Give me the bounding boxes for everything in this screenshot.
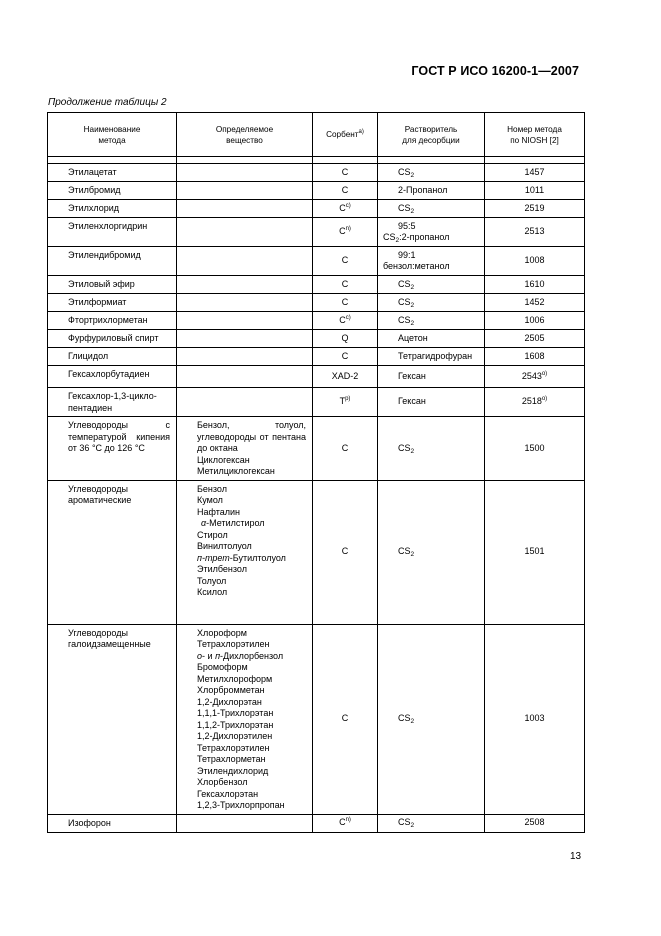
substance-cell [177,247,313,276]
sorbent-cell: XAD-2 [313,366,378,388]
substance-cell [177,218,313,247]
substance-item: Толуол [197,575,227,586]
niosh-number: 2513 [485,218,585,247]
table-caption: Продолжение таблицы 2 [48,97,167,108]
solvent-cell: 95:5 $CS_2:2$-пропанол [378,218,485,247]
substance-item: о- и п-Дихлорбензол [197,650,284,661]
solvent-cell: $CS_2$ [378,814,485,832]
table-row [48,417,585,481]
substance-item: Хлорбензол [197,777,248,787]
header-sorbent: Сорбент$^{а)}$ [313,113,378,157]
substance-item: Хлорбромметан [197,685,265,695]
solvent-cell: Тетрагидрофуран [378,348,485,366]
solvent-cell: $CS_2$ [378,276,485,294]
table-row [48,366,585,388]
table-header-row [48,113,585,157]
substance-item: Ксилол [197,587,228,597]
sorbent-methods-table [47,112,585,833]
solvent-cell: Ацетон [378,330,485,348]
substance-list [177,624,313,814]
table-row [48,480,585,624]
sorbent-cell: C [313,624,378,814]
substance-item: Гексахлорэтан [197,788,259,799]
solvent-cell: $CS_2$ [378,200,485,218]
solvent-cell: $CS_2$ [378,164,485,182]
substance-cell [177,276,313,294]
niosh-number: 1500 [485,417,585,481]
header-gap-row [48,157,585,164]
table-row [48,388,585,417]
substance-item: 1,1,1-Трихлорэтан [197,708,274,718]
method-name: Гексахлорбутадиен [48,366,177,388]
header-solvent: Растворитель для десорбции [378,113,485,157]
table-row [48,247,585,276]
substance-item: 1,2-Дихлорэтан [197,696,262,707]
method-name: Этиленхлоргидрин [48,218,177,247]
sorbent-cell: C [313,182,378,200]
substance-item: 1,2-Дихлорэтилен [197,731,273,741]
sorbent-cell: $C^{n)}$ [313,814,378,832]
substance-item: 1,1,2-Трихлорэтан [197,719,274,730]
method-name: Гексахлор-1,3-цикло-пентадиен [48,388,177,417]
solvent-cell: $CS_2$ [378,294,485,312]
table-row [48,182,585,200]
niosh-number: 2505 [485,330,585,348]
table-row [48,330,585,348]
sorbent-cell: $C^{c)}$ [313,312,378,330]
table-row [48,348,585,366]
method-name: Углеводороды с температурой кипения от 36 °C до 126 °C [48,417,177,481]
substance-item: Циклогексан [197,454,250,465]
substance-item: Тетрахлорэтилен [197,742,270,753]
substance-cell [177,330,313,348]
sorbent-cell: C [313,247,378,276]
solvent-cell: 2-Пропанол [378,182,485,200]
substance-item: Нафталин [197,506,240,517]
sorbent-cell: $T^{p)}$ [313,388,378,417]
table-row [48,276,585,294]
substance-cell [177,200,313,218]
substance-item: Винилтолуол [197,541,252,551]
niosh-number: 1006 [485,312,585,330]
solvent-cell: $CS_2$ [378,624,485,814]
substance-item: Метилциклогексан [197,466,275,476]
method-name: Этилформиат [48,294,177,312]
sorbent-cell: C [313,294,378,312]
substance-item: Бромоформ [197,662,248,672]
table-row [48,814,585,832]
substance-cell [177,294,313,312]
substance-item: Стирол [197,529,228,540]
substance-cell [177,312,313,330]
substance-item: Кумол [197,495,223,505]
sorbent-cell: C [313,480,378,624]
substance-item: Бензол [197,483,227,494]
sorbent-cell: $C^{n)}$ [313,218,378,247]
method-name: Глицидол [48,348,177,366]
substance-item: Тетрахлорэтилен [197,639,270,649]
substance-item: Метилхлороформ [197,673,273,684]
sorbent-cell: C [313,348,378,366]
substance-cell [177,814,313,832]
substance-cell [177,182,313,200]
niosh-number: 1608 [485,348,585,366]
niosh-number: 1452 [485,294,585,312]
niosh-number: 1008 [485,247,585,276]
table-row [48,294,585,312]
solvent-cell: $CS_2$ [378,312,485,330]
method-name: Этиловый эфир [48,276,177,294]
method-name: Углеводороды галоидзамещенные [48,624,177,814]
substance-cell [177,164,313,182]
table-row [48,624,585,814]
substance-item: Этилбензол [197,564,247,574]
substance-item: Бензол, толуол, углеводороды от пентана до октана [197,420,306,453]
method-name: Фурфуриловый спирт [48,330,177,348]
substance-item: Тетрахлорметан [197,754,266,764]
substance-cell [177,348,313,366]
niosh-number: 2519 [485,200,585,218]
niosh-number: 1610 [485,276,585,294]
solvent-cell: Гексан [378,366,485,388]
substance-cell [177,388,313,417]
substance-list [177,417,313,481]
method-name: Этилацетат [48,164,177,182]
substance-item: α-Метилстирол [201,518,265,528]
table-row [48,200,585,218]
substance-item: п-трет-Бутилтолуол [197,552,286,563]
solvent-cell: Гексан [378,388,485,417]
niosh-number: 2543$^{o)}$ [485,366,585,388]
method-name: Этилбромид [48,182,177,200]
method-name: Изофорон [48,814,177,832]
niosh-number: 2508 [485,814,585,832]
substance-item: Хлороформ [197,627,247,638]
solvent-cell: $CS_2$ [378,417,485,481]
niosh-number: 1011 [485,182,585,200]
sorbent-cell: C [313,276,378,294]
table-row [48,218,585,247]
header-method-name: Наименование метода [48,113,177,157]
method-name: Фтортрихлорметан [48,312,177,330]
solvent-cell: $CS_2$ [378,480,485,624]
substance-cell [177,366,313,388]
substance-list [177,480,313,624]
header-substance: Определяемое вещество [177,113,313,157]
page-number: 13 [570,851,582,862]
substance-item: 1,2,3-Трихлорпропан [197,800,285,810]
table-row [48,164,585,182]
niosh-number: 1457 [485,164,585,182]
header-niosh-number: Номер метода по NIOSH [2] [485,113,585,157]
sorbent-cell: C [313,417,378,481]
sorbent-cell: Q [313,330,378,348]
niosh-number: 1501 [485,480,585,624]
method-name: Углеводороды ароматические [48,480,177,624]
niosh-number: 2518$^{o)}$ [485,388,585,417]
table-row [48,312,585,330]
method-name: Этилендибромид [48,247,177,276]
substance-item: Этилендихлорид [197,765,269,776]
method-name: Этилхлорид [48,200,177,218]
sorbent-cell: $C^{c)}$ [313,200,378,218]
document-header: ГОСТ Р ИСО 16200-1—2007 [411,64,579,78]
sorbent-cell: C [313,164,378,182]
niosh-number: 1003 [485,624,585,814]
solvent-cell: 99:1 бензол:метанол [378,247,485,276]
